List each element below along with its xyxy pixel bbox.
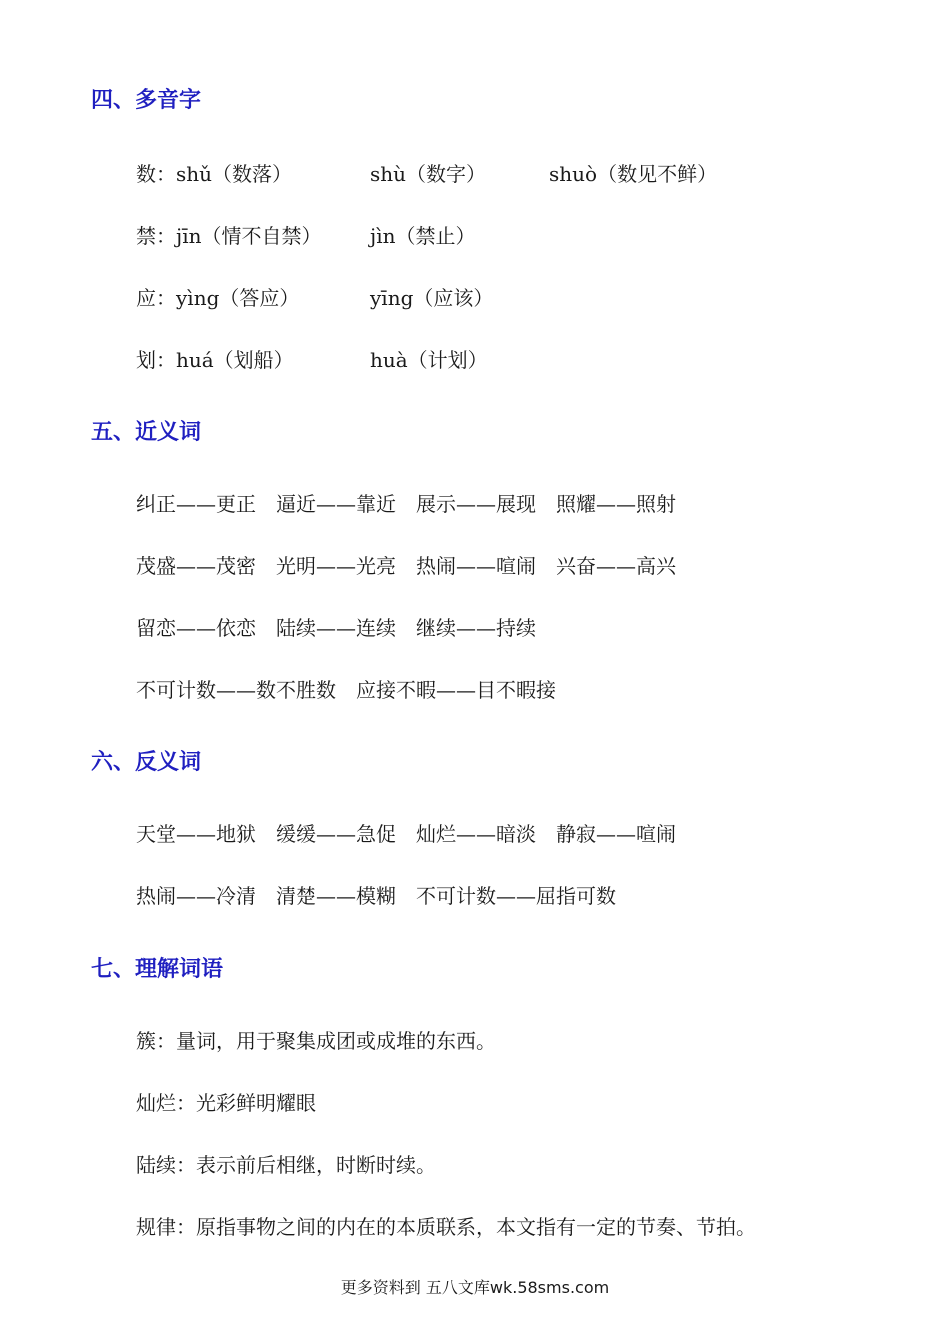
footer-link-text: 更多资料到 五八文库wk.58sms.com [340, 1278, 610, 1297]
polyphone-entry: 划：huá（划船） [136, 348, 294, 372]
polyphone-entry: 禁：jīn（情不自禁） [136, 224, 322, 248]
section-heading-word-meanings: 七、理解词语 [91, 957, 224, 982]
polyphone-entry: yīng（应该） [370, 286, 494, 310]
synonym-row: 留恋——依恋 陆续——连续 继续——持续 [136, 616, 536, 640]
antonym-row: 热闹——冷清 清楚——模糊 不可计数——屈指可数 [136, 884, 616, 908]
antonym-row: 天堂——地狱 缓缓——急促 灿烂——暗淡 静寂——喧闹 [136, 822, 676, 846]
polyphone-entry: huà（计划） [370, 348, 488, 372]
polyphone-entry: shuò（数见不鲜） [549, 162, 718, 186]
polyphone-entry: 应：yìng（答应） [136, 286, 300, 310]
definition-row: 陆续：表示前后相继，时断时续。 [136, 1153, 436, 1177]
polyphone-entry: jìn（禁止） [370, 224, 476, 248]
section-heading-antonyms: 六、反义词 [91, 750, 202, 775]
polyphone-entry: shù（数字） [370, 162, 487, 186]
synonym-row: 不可计数——数不胜数 应接不暇——目不暇接 [136, 678, 556, 702]
definition-row: 灿烂：光彩鲜明耀眼 [136, 1091, 316, 1115]
section-heading-synonyms: 五、近义词 [91, 420, 202, 445]
definition-row: 规律：原指事物之间的内在的本质联系，本文指有一定的节奏、节拍。 [136, 1215, 756, 1239]
polyphone-entry: 数：shǔ（数落） [136, 162, 293, 186]
synonym-row: 茂盛——茂密 光明——光亮 热闹——喧闹 兴奋——高兴 [136, 554, 676, 578]
synonym-row: 纠正——更正 逼近——靠近 展示——展现 照耀——照射 [136, 492, 676, 516]
section-heading-polyphones: 四、多音字 [91, 88, 202, 113]
definition-row: 簇：量词，用于聚集成团或成堆的东西。 [136, 1029, 496, 1053]
